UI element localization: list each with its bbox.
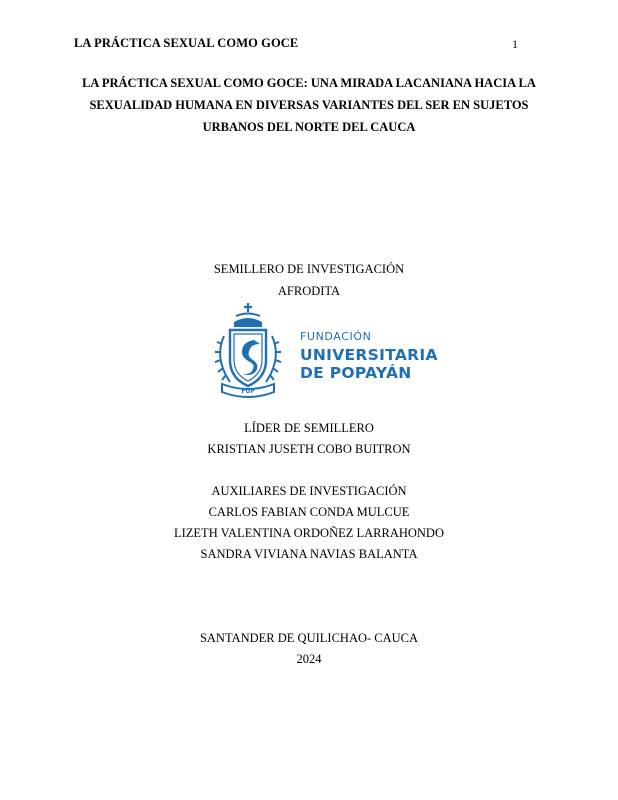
university-crest-icon <box>208 300 298 400</box>
title-line-3: URBANOS DEL NORTE DEL CAUCA <box>202 120 416 134</box>
assistant-name: LIZETH VALENTINA ORDOÑEZ LARRAHONDO <box>173 526 444 540</box>
place: SANTANDER DE QUILICHAO- CAUCA <box>199 631 419 645</box>
assistant-name: SANDRA VIVIANA NAVIAS BALANTA <box>200 547 418 561</box>
document-title <box>74 72 544 138</box>
year: 2024 <box>296 652 322 666</box>
logo-text-line-3: DE POPAYÁN <box>300 364 412 382</box>
logo-text-line-2: UNIVERSITARIA <box>300 346 438 364</box>
group-type: SEMILLERO DE INVESTIGACIÓN <box>213 262 405 276</box>
page-number: 1 <box>512 37 518 51</box>
assistant-name: CARLOS FABIAN CONDA MULCUE <box>208 505 410 519</box>
running-head: LA PRÁCTICA SEXUAL COMO GOCE <box>74 36 299 50</box>
title-line-1: LA PRÁCTICA SEXUAL COMO GOCE: UNA MIRADA LACANIANA HACIA LA <box>82 76 536 90</box>
title-line-2: SEXUALIDAD HUMANA EN DIVERSAS VARIANTES DEL SER EN SUJETOS <box>89 98 529 112</box>
ribbon-text: FUP <box>241 388 255 395</box>
group-name: AFRODITA <box>277 284 341 298</box>
leader-name: KRISTIAN JUSETH COBO BUITRON <box>207 442 411 456</box>
university-logo <box>208 300 438 400</box>
logo-text-line-1: FUNDACIÓN <box>300 330 372 343</box>
assistants-role: AUXILIARES DE INVESTIGACIÓN <box>211 484 407 498</box>
leader-role: LÍDER DE SEMILLERO <box>244 421 374 435</box>
